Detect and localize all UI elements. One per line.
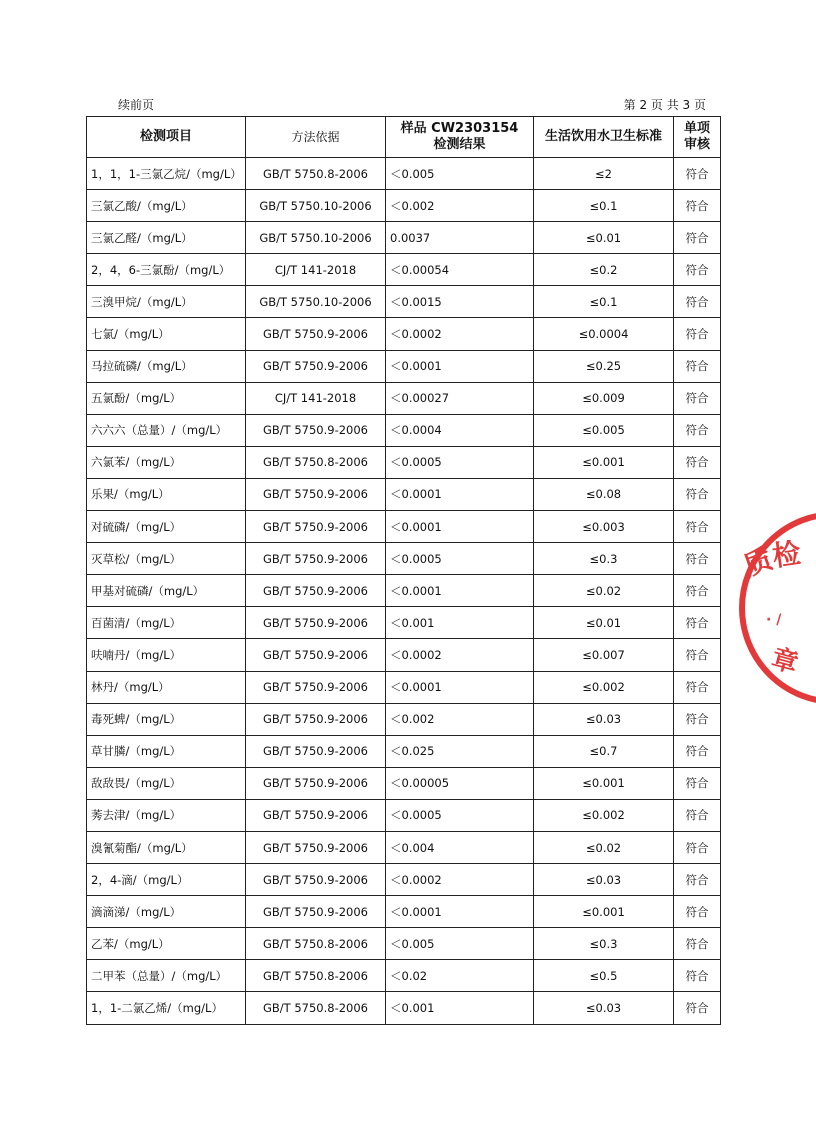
cell-verdict: 符合	[674, 703, 721, 735]
cell-item: 六六六（总量）/（mg/L）	[87, 414, 246, 446]
cell-verdict: 符合	[674, 478, 721, 510]
cell-method: CJ/T 141-2018	[246, 382, 386, 414]
cell-method: GB/T 5750.9-2006	[246, 864, 386, 896]
table-row	[87, 735, 721, 767]
cell-method: GB/T 5750.9-2006	[246, 639, 386, 671]
table-row	[87, 960, 721, 992]
cell-result: ＜0.0001	[386, 350, 534, 382]
cell-standard: ≤0.009	[534, 382, 674, 414]
cell-standard: ≤0.01	[534, 607, 674, 639]
cell-item: 2，4，6-三氯酚/（mg/L）	[87, 254, 246, 286]
cell-item: 百菌清/（mg/L）	[87, 607, 246, 639]
cell-verdict: 符合	[674, 382, 721, 414]
cell-verdict: 符合	[674, 607, 721, 639]
cell-standard: ≤0.7	[534, 735, 674, 767]
cell-item: 溴氰菊酯/（mg/L）	[87, 831, 246, 863]
cell-standard: ≤0.5	[534, 960, 674, 992]
cell-standard: ≤0.02	[534, 575, 674, 607]
table-row	[87, 992, 721, 1024]
cell-method: GB/T 5750.9-2006	[246, 543, 386, 575]
cell-result: ＜0.0001	[386, 896, 534, 928]
page-header	[118, 96, 706, 114]
cell-standard: ≤0.002	[534, 799, 674, 831]
svg-text:· /: · /	[766, 612, 782, 628]
table-row	[87, 222, 721, 254]
test-results-table	[86, 116, 721, 1025]
cell-result: ＜0.0002	[386, 318, 534, 350]
table-row	[87, 639, 721, 671]
cell-method: GB/T 5750.8-2006	[246, 446, 386, 478]
table-row	[87, 543, 721, 575]
table-row	[87, 831, 721, 863]
cell-verdict: 符合	[674, 639, 721, 671]
cell-method: CJ/T 141-2018	[246, 254, 386, 286]
table-header-row	[87, 117, 721, 158]
cell-verdict: 符合	[674, 414, 721, 446]
cell-verdict: 符合	[674, 222, 721, 254]
cell-result: ＜0.0001	[386, 478, 534, 510]
cell-result: ＜0.005	[386, 928, 534, 960]
cell-verdict: 符合	[674, 254, 721, 286]
cell-result: ＜0.025	[386, 735, 534, 767]
table-row	[87, 382, 721, 414]
cell-method: GB/T 5750.9-2006	[246, 799, 386, 831]
cell-method: GB/T 5750.9-2006	[246, 478, 386, 510]
cell-verdict: 符合	[674, 928, 721, 960]
cell-method: GB/T 5750.9-2006	[246, 735, 386, 767]
cell-result: ＜0.00054	[386, 254, 534, 286]
header-item: 检测项目	[87, 117, 246, 158]
cell-standard: ≤0.03	[534, 992, 674, 1024]
cell-result: ＜0.0015	[386, 286, 534, 318]
cell-result: ＜0.0001	[386, 575, 534, 607]
cell-result: ＜0.0002	[386, 639, 534, 671]
cell-item: 甲基对硫磷/（mg/L）	[87, 575, 246, 607]
cell-verdict: 符合	[674, 190, 721, 222]
cell-verdict: 符合	[674, 896, 721, 928]
cell-result: ＜0.0001	[386, 671, 534, 703]
cell-result: ＜0.02	[386, 960, 534, 992]
cell-verdict: 符合	[674, 864, 721, 896]
cell-method: GB/T 5750.9-2006	[246, 350, 386, 382]
svg-text:质: 质	[739, 541, 777, 583]
cell-standard: ≤0.03	[534, 864, 674, 896]
header-method: 方法依据	[246, 117, 386, 158]
cell-method: GB/T 5750.8-2006	[246, 960, 386, 992]
cell-standard: ≤0.005	[534, 414, 674, 446]
cell-item: 草甘膦/（mg/L）	[87, 735, 246, 767]
cell-item: 灭草松/（mg/L）	[87, 543, 246, 575]
cell-method: GB/T 5750.8-2006	[246, 992, 386, 1024]
cell-result: ＜0.001	[386, 607, 534, 639]
cell-standard: ≤0.1	[534, 190, 674, 222]
cell-item: 林丹/（mg/L）	[87, 671, 246, 703]
cell-method: GB/T 5750.9-2006	[246, 703, 386, 735]
cell-item: 五氯酚/（mg/L）	[87, 382, 246, 414]
cell-item: 马拉硫磷/（mg/L）	[87, 350, 246, 382]
cell-item: 三氯乙酸/（mg/L）	[87, 190, 246, 222]
cell-item: 2，4-滴/（mg/L）	[87, 864, 246, 896]
cell-standard: ≤0.003	[534, 511, 674, 543]
cell-standard: ≤0.007	[534, 639, 674, 671]
table-row	[87, 575, 721, 607]
cell-standard: ≤2	[534, 158, 674, 190]
cell-verdict: 符合	[674, 511, 721, 543]
cell-item: 二甲苯（总量）/（mg/L）	[87, 960, 246, 992]
table-row	[87, 767, 721, 799]
cell-verdict: 符合	[674, 446, 721, 478]
table-row	[87, 414, 721, 446]
header-standard: 生活饮用水卫生标准	[534, 117, 674, 158]
continued-label: 续前页	[118, 98, 155, 112]
cell-standard: ≤0.3	[534, 543, 674, 575]
cell-result: ＜0.0004	[386, 414, 534, 446]
cell-verdict: 符合	[674, 158, 721, 190]
cell-result: ＜0.0005	[386, 543, 534, 575]
cell-verdict: 符合	[674, 960, 721, 992]
table-row	[87, 799, 721, 831]
cell-result: ＜0.0001	[386, 511, 534, 543]
cell-standard: ≤0.001	[534, 896, 674, 928]
cell-standard: ≤0.1	[534, 286, 674, 318]
cell-result: ＜0.00005	[386, 767, 534, 799]
cell-method: GB/T 5750.9-2006	[246, 511, 386, 543]
cell-verdict: 符合	[674, 831, 721, 863]
table-row	[87, 511, 721, 543]
cell-result: ＜0.0005	[386, 799, 534, 831]
cell-item: 六氯苯/（mg/L）	[87, 446, 246, 478]
cell-method: GB/T 5750.10-2006	[246, 286, 386, 318]
table-row	[87, 158, 721, 190]
table-row	[87, 318, 721, 350]
cell-item: 敌敌畏/（mg/L）	[87, 767, 246, 799]
cell-standard: ≤0.01	[534, 222, 674, 254]
table-row	[87, 286, 721, 318]
cell-item: 1，1-二氯乙烯/（mg/L）	[87, 992, 246, 1024]
cell-standard: ≤0.001	[534, 767, 674, 799]
cell-method: GB/T 5750.9-2006	[246, 575, 386, 607]
cell-standard: ≤0.001	[534, 446, 674, 478]
page-indicator: 第 2 页 共 3 页	[623, 98, 706, 112]
cell-standard: ≤0.25	[534, 350, 674, 382]
cell-standard: ≤0.02	[534, 831, 674, 863]
cell-method: GB/T 5750.9-2006	[246, 767, 386, 799]
cell-result: ＜0.002	[386, 190, 534, 222]
cell-method: GB/T 5750.10-2006	[246, 222, 386, 254]
table-row	[87, 703, 721, 735]
cell-result: ＜0.0005	[386, 446, 534, 478]
cell-item: 滴滴涕/（mg/L）	[87, 896, 246, 928]
cell-verdict: 符合	[674, 350, 721, 382]
table-row	[87, 896, 721, 928]
red-seal-stamp	[736, 504, 816, 712]
cell-method: GB/T 5750.9-2006	[246, 318, 386, 350]
cell-method: GB/T 5750.9-2006	[246, 896, 386, 928]
table-row	[87, 446, 721, 478]
cell-verdict: 符合	[674, 575, 721, 607]
cell-method: GB/T 5750.9-2006	[246, 671, 386, 703]
cell-result: ＜0.002	[386, 703, 534, 735]
cell-verdict: 符合	[674, 799, 721, 831]
cell-verdict: 符合	[674, 318, 721, 350]
svg-text:章: 章	[768, 643, 802, 680]
svg-text:检: 检	[770, 536, 803, 573]
table-row	[87, 478, 721, 510]
cell-result: 0.0037	[386, 222, 534, 254]
cell-standard: ≤0.08	[534, 478, 674, 510]
cell-standard: ≤0.2	[534, 254, 674, 286]
cell-method: GB/T 5750.9-2006	[246, 607, 386, 639]
cell-result: ＜0.0002	[386, 864, 534, 896]
cell-item: 乙苯/（mg/L）	[87, 928, 246, 960]
table-row	[87, 928, 721, 960]
table-row	[87, 671, 721, 703]
cell-item: 三氯乙醛/（mg/L）	[87, 222, 246, 254]
cell-item: 莠去津/（mg/L）	[87, 799, 246, 831]
cell-method: GB/T 5750.10-2006	[246, 190, 386, 222]
cell-item: 呋喃丹/（mg/L）	[87, 639, 246, 671]
table-row	[87, 350, 721, 382]
cell-result: ＜0.004	[386, 831, 534, 863]
cell-method: GB/T 5750.9-2006	[246, 831, 386, 863]
cell-standard: ≤0.03	[534, 703, 674, 735]
header-result: 样品 CW2303154 检测结果	[386, 117, 534, 158]
cell-verdict: 符合	[674, 543, 721, 575]
cell-verdict: 符合	[674, 767, 721, 799]
table-row	[87, 864, 721, 896]
cell-method: GB/T 5750.9-2006	[246, 414, 386, 446]
cell-result: ＜0.005	[386, 158, 534, 190]
cell-item: 毒死蜱/（mg/L）	[87, 703, 246, 735]
cell-item: 对硫磷/（mg/L）	[87, 511, 246, 543]
cell-verdict: 符合	[674, 671, 721, 703]
cell-item: 三溴甲烷/（mg/L）	[87, 286, 246, 318]
table-body	[87, 158, 721, 1025]
table-row	[87, 190, 721, 222]
cell-verdict: 符合	[674, 992, 721, 1024]
cell-verdict: 符合	[674, 286, 721, 318]
cell-item: 1，1，1-三氯乙烷/（mg/L）	[87, 158, 246, 190]
cell-item: 七氯/（mg/L）	[87, 318, 246, 350]
cell-item: 乐果/（mg/L）	[87, 478, 246, 510]
header-verdict: 单项 审核	[674, 117, 721, 158]
cell-method: GB/T 5750.8-2006	[246, 928, 386, 960]
cell-standard: ≤0.3	[534, 928, 674, 960]
cell-method: GB/T 5750.8-2006	[246, 158, 386, 190]
cell-standard: ≤0.002	[534, 671, 674, 703]
cell-result: ＜0.00027	[386, 382, 534, 414]
cell-verdict: 符合	[674, 735, 721, 767]
table-row	[87, 607, 721, 639]
cell-standard: ≤0.0004	[534, 318, 674, 350]
cell-result: ＜0.001	[386, 992, 534, 1024]
table-row	[87, 254, 721, 286]
